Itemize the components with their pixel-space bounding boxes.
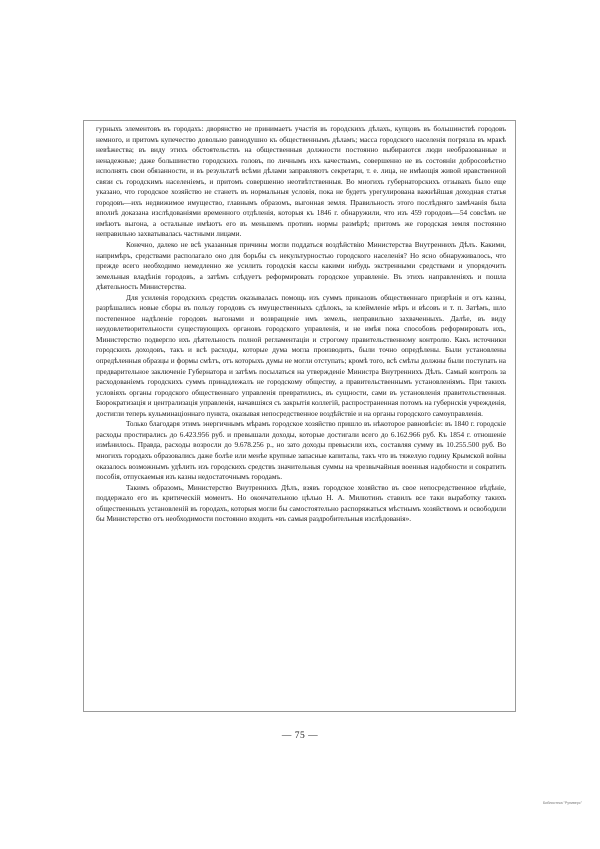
page-number: — 75 — — [281, 731, 319, 741]
body-text — [96, 124, 506, 525]
paragraph-2: Конечно, далеко не всѣ указанныя причины могли поддаться воздѣйствію Министерства Внутреннихъ Дѣлъ. Какими, напримѣръ, средствами располагало оно для борьбы съ некультурностью городского населенія? Но ясно обнаруживалось, что прежде всего необходимо немедленно же усилить городскія кассы какими нибудь экстренными средствами и упорядочить земельныя владѣнія городовъ, а затѣмъ слѣдуетъ реформировать городское управленіе. Въ этихъ направленіяхъ и пошла дѣятельность Министерства. — [96, 240, 506, 292]
paragraph-5: Такимъ образомъ, Министерство Внутреннихъ Дѣлъ, взявъ городское хозяйство въ свое непосредственное вѣдѣніе, поддержало его въ критическій моментъ. Но окончательною цѣлью Н. А. Милютинъ ставилъ все таки выработку такихъ общественныхъ установленій въ городахъ, которыя могли бы самостоятельно распоряжаться мѣстнымъ хозяйствомъ и освободили бы Министерство отъ необходимости постоянно входить «въ самыя раздробительныя изслѣдованія». — [96, 482, 506, 524]
paragraph-1: гурныхъ элементовъ въ городахъ: дворянство не принимаетъ участія въ городскихъ дѣлахъ, купцовъ въ большинствѣ городовъ немного, и притомъ купечество довольно равнодушно къ общественнымъ дѣламъ; масса городского населенія погрязла въ мракѣ невѣжества; въ виду этихъ обстоятельствъ на общественныя должности постоянно выбираются люди необразованные и ненадежные; даже большинство городскихъ головъ, по личнымъ ихъ качествамъ, совершенно не въ состояніи добросовѣстно исполнять свои обязанности, и въ результатѣ всѣми дѣлами заправляютъ секретари, т. е. лица, не имѣющія живой нравственной связи съ городскимъ населеніемъ, и притомъ совершенно неотвѣтственныя. Во многихъ губернаторскихъ отзывахъ было еще указано, что городское хозяйство не станетъ въ нормальныя условія, пока не будетъ урегулирована важнѣйшая доходная статья городовъ—ихъ недвижимое имущество, главнымъ образомъ, выгонная земля. Правильность этого послѣдняго замѣчанія была вполнѣ доказана изслѣдованіями временного отдѣленія, которыя къ 1846 г. обнаружили, что изъ 459 городовъ—54 совсѣмъ не имѣютъ выгона, а остальные имѣютъ его въ меньшемъ противъ нормы размѣрѣ; притомъ же городская земля постоянно неправильно захватывалась частными лицами. — [96, 124, 506, 239]
paragraph-3: Для усиленія городскихъ средствъ оказывалась помощь изъ суммъ приказовъ общественнаго призрѣнія и отъ казны, разрѣшались новые сборы въ пользу городовъ съ имущественныхъ сдѣлокъ, за клеймленіе мѣръ и вѣсовъ и т. п. Затѣмъ, шло постепенное надѣленіе городовъ выгонами и возвращеніе имъ земель, неправильно захваченныхъ. Далѣе, въ виду неудовлетворительности существующихъ органовъ городского управленія, и не имѣя пока способовъ реформировать ихъ, Министерство подвергло ихъ дѣятельность полной регламентаціи и строгому правительственному контролю. Какъ источники городскихъ доходовъ, такъ и всѣ расходы, которые дума могла производить, были точно опредѣлены. Были установлены опредѣленныя образцы и формы смѣтъ, отъ которыхъ думы не могли отступать; кромѣ того, всѣ смѣты должны были поступать на предварительное заключеніе Губернатора и затѣмъ посылаться на утвержденіе Министра Внутреннихъ Дѣлъ. Самый контроль за расходованіемъ городскихъ суммъ принадлежалъ не городскому обществу, а правительственнымъ установленіямъ. При такихъ условіяхъ органы городского общественнаго управленія превратились, въ сущности, сами въ установленія правительственныя. Бюрократизація и централизація управленія, начавшіяся съ закрытія коллегій, распространенная потомъ на губернскія учрежденія, достигли теперь кульминаціоннаго пункта, оказывая непосредственное воздѣйствіе и на органы городского самоуправленія. — [96, 292, 506, 418]
paragraph-4: Только благодаря этимъ энергичнымъ мѣрамъ городское хозяйство пришло въ нѣкоторое равновѣсіе: въ 1840 г. городскіе расходы простирались до 6.423.956 руб. и превышали доходы, которые достигали всего до 6.162.966 руб. Къ 1854 г. отношеніе измѣнилось. Правда, расходы возросли до 9.678.256 р., но зато доходы превысили ихъ, составляя сумму въ 10.255.500 руб. Во многихъ городахъ образовались даже болѣе или менѣе крупные запасные капиталы, такъ что въ тяжелую годину Крымской войны оказалось возможнымъ удѣлить изъ городскихъ средствъ значительныя суммы на чрезвычайныя военныя надобности и сократить пособія, отпускаемыя изъ казны недостаточнымъ городамъ. — [96, 419, 506, 482]
library-watermark: Библиотека "Руниверс" — [543, 801, 582, 805]
